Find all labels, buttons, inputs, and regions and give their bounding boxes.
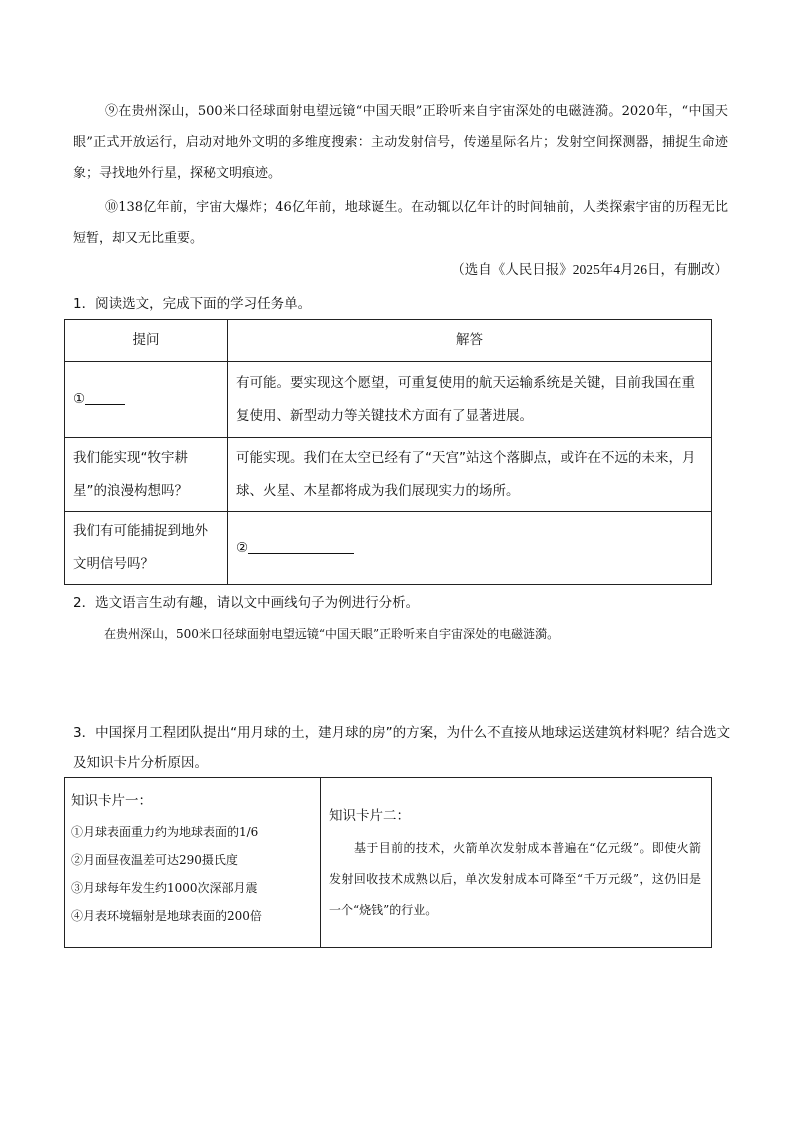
- card-1-item: ③月球每年发生约1000次深部月震: [71, 881, 258, 895]
- paragraph-9: ⑨在贵州深山，500米口径球面射电望远镜“中国天眼”正聆听来自宇宙深处的电磁涟漪。2020年，“中国天眼”正式开放运行，启动对地外文明的多维度搜索：主动发射信号，传递星际名片；发射空间探测器，捕捉生命迹象；寻找地外行星，探秘文明痕迹。: [73, 104, 728, 181]
- question-3-prompt: 3．中国探月工程团队提出“用月球的土，建月球的房”的方案，为什么不直接从地球运送建筑材料呢？结合选文及知识卡片分析原因。: [73, 725, 731, 771]
- answer-cell: 可能实现。我们在太空已经有了“天宫”站这个落脚点，或许在不远的未来，月球、火星、木星都将成为我们展现实力的场所。: [228, 438, 712, 512]
- blank-line-1[interactable]: [85, 388, 125, 405]
- knowledge-cards: [64, 777, 712, 948]
- question-cell[interactable]: [65, 362, 228, 438]
- table-row: [65, 512, 712, 585]
- table-row: [65, 438, 712, 512]
- question-cell: 我们能实现“牧宇耕星”的浪漫构想吗？: [65, 438, 228, 512]
- question-2-prompt: 2．选文语言生动有趣，请以文中画线句子为例进行分析。: [73, 595, 420, 611]
- card-1-item: ④月表环境辐射是地球表面的200倍: [71, 909, 262, 923]
- column-header-answer: 解答: [228, 320, 712, 362]
- question-1-prompt: 1．阅读选文，完成下面的学习任务单。: [73, 296, 312, 312]
- underlined-sentence-quote: 在贵州深山，500米口径球面射电望远镜“中国天眼”正聆听来自宇宙深处的电磁涟漪。: [104, 627, 560, 641]
- question-cell: 我们有可能捕捉到地外文明信号吗？: [65, 512, 228, 585]
- answer-cell: 有可能。要实现这个愿望，可重复使用的航天运输系统是关键，目前我国在重复使用、新型动力等关键技术方面有了显著进展。: [228, 362, 712, 438]
- task-table-header: [65, 320, 712, 362]
- blank-marker-1: ①: [73, 391, 86, 407]
- card-2-title: 知识卡片二：: [329, 808, 410, 824]
- column-header-question: 提问: [65, 320, 228, 362]
- knowledge-card-2: [321, 778, 712, 948]
- task-table: [64, 319, 712, 585]
- blank-line-2[interactable]: [248, 537, 354, 554]
- card-1-item: ①月球表面重力约为地球表面的1/6: [71, 825, 259, 839]
- answer-cell[interactable]: [228, 512, 712, 585]
- table-row: [65, 362, 712, 438]
- knowledge-card-1: [65, 778, 321, 948]
- card-2-body: 基于目前的技术，火箭单次发射成本普遍在“亿元级”。即使火箭发射回收技术成熟以后，单次发射成本可降至“千万元级”，这仍旧是一个“烧钱”的行业。: [329, 841, 701, 917]
- source-citation: （选自《人民日报》2025年4月26日，有删改）: [451, 262, 728, 277]
- blank-marker-2: ②: [236, 539, 249, 556]
- card-1-item: ②月面昼夜温差可达290摄氏度: [71, 853, 238, 867]
- paragraph-10: ⑩138亿年前，宇宙大爆炸；46亿年前，地球诞生。在动辄以亿年计的时间轴前，人类探索宇宙的历程无比短暂，却又无比重要。: [73, 200, 728, 246]
- card-1-title: 知识卡片一：: [71, 793, 152, 809]
